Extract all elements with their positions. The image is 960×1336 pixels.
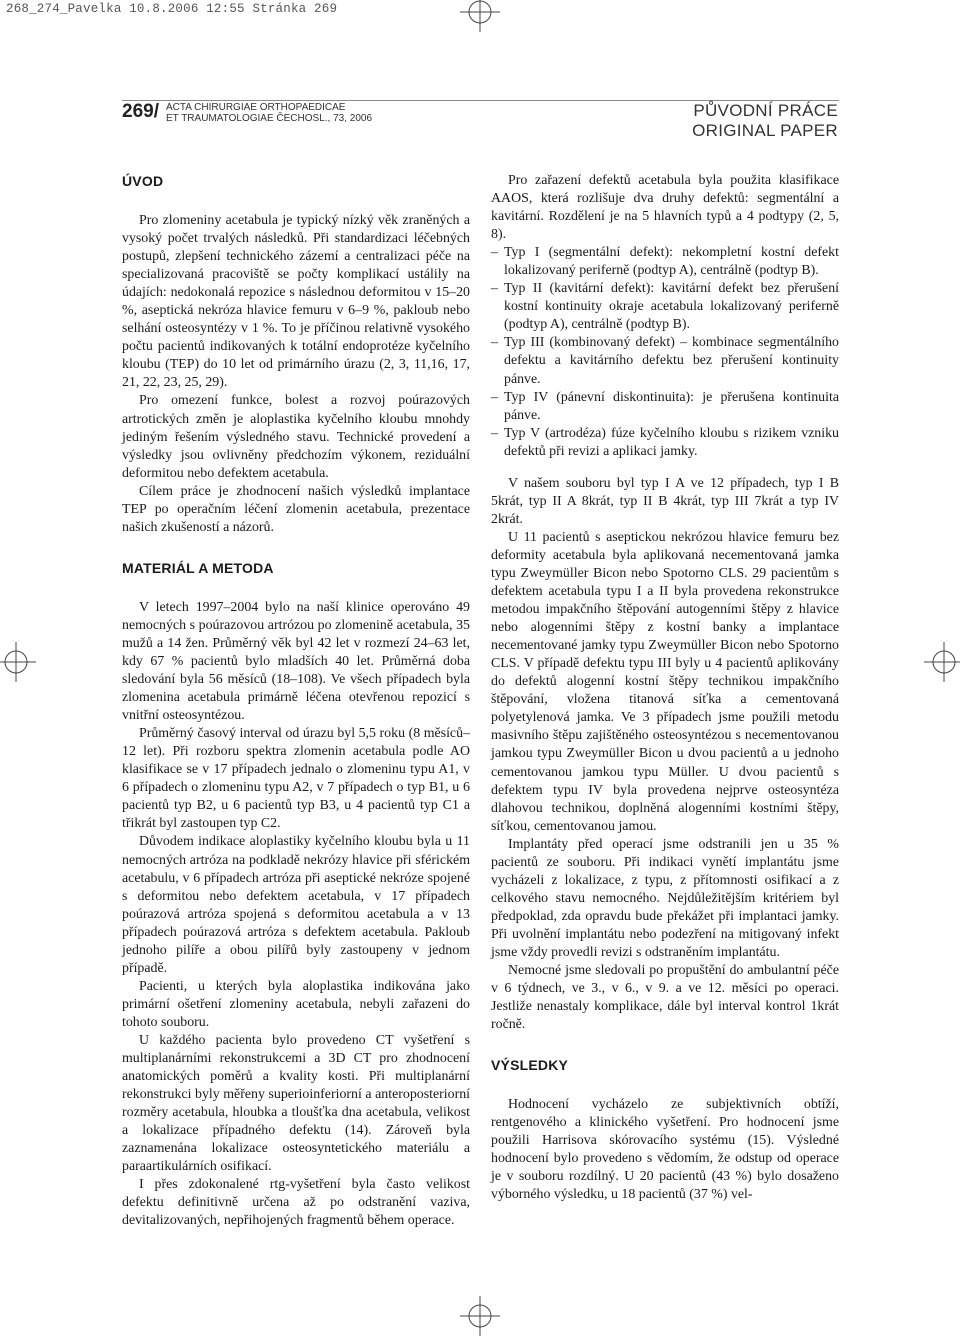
- section-heading-vysledky: VÝSLEDKY: [491, 1057, 569, 1074]
- paragraph: Pro zařazení defektů acetabula byla použita klasifikace AAOS, která rozlišuje dva druhy defektů: segmentální a kavitární. Rozdělení je na 5 hlavních typů a 4 podtypy (2, 5, 8).: [491, 173, 839, 243]
- paragraph: Důvodem indikace aloplastiky kyčelního kloubu byla u 11 nemocných artróza na podkladě nekrózy hlavice při sférickém acetabulu, v 6 případech artróza při aseptické nekróze spojené s deformitou nebo defektem acetabula, v 17 případech poúrazová artróza spojená s deformitou acetabula a v 13 případech poúrazová artróza s defektem acetabula. Pakloub jednoho pilíře a obou pilířů byly zastoupeny v jednom případě.: [122, 834, 470, 976]
- paragraph: Průměrný časový interval od úrazu byl 5,5 roku (8 měsíců–12 let). Při rozboru spektra zlomenin acetabula podle AO klasifikace se v 17 případech jednalo o zlomeninu typu A1, v 6 případech o zlomeninu typu A2, v 7 případech o typ B1, u 6 pacientů typ B2, u 6 pacientů typ B3, u 4 pacientů typ C1 a třikrát byl zastoupen typ C2.: [122, 726, 470, 832]
- journal-name-line2: ET TRAUMATOLOGIAE ČECHOSL., 73, 2006: [166, 113, 373, 124]
- registration-mark-bottom-icon: [460, 1296, 500, 1336]
- paragraph: Nemocné jsme sledovali po propuštění do ambulantní péče v 6 týdnech, ve 3., v 6., v 9. a ve 12. měsíci po operaci. Jestliže nenastaly komplikace, dále byl interval kontrol 1krát ročně.: [491, 963, 839, 1033]
- registration-mark-right-icon: [924, 642, 960, 682]
- list-item: – Typ III (kombinovaný defekt) – kombinace segmentálního defektu a kavitárního defektu bez přerušení kontinuity pánve.: [491, 335, 839, 387]
- paragraph: I přes zdokonalené rtg-vyšetření byla často velikost defektu definitivně určena až po odstranění vaziva, devitalizovaných, nepřihojených fragmentů během operace.: [122, 1177, 470, 1229]
- article-type: [692, 101, 838, 141]
- right-column: [491, 172, 839, 1204]
- article-type-czech: PŮVODNÍ PRÁCE: [693, 101, 838, 120]
- paragraph: Cílem práce je zhodnocení našich výsledků implantace TEP po operačním léčení zlomenin acetabula, prezentace našich zkušeností a názorů.: [122, 483, 470, 535]
- list-item: – Typ V (artrodéza) fúze kyčelního kloubu s rizikem vzniku defektů při revizi a aplikaci jamky.: [491, 425, 839, 459]
- page-number: 269/: [122, 101, 159, 122]
- article-type-english: ORIGINAL PAPER: [692, 121, 838, 140]
- paragraph: V našem souboru byl typ I A ve 12 případech, typ I B 5krát, typ II A 8krát, typ II B 4krát, typ III 7krát a typ IV 2krát.: [491, 475, 839, 527]
- paragraph: V letech 1997–2004 bylo na naší klinice operováno 49 nemocných s poúrazovou artrózou po zlomenině acetabula, 35 mužů a 14 žen. Průměrný věk byl 42 let v rozmezí 24–63 let, kdy 67 % pacientů bylo mladších 40 let. Průměrná doba sledování byla 56 měsíců (18–108). Ve všech případech byla zlomenina acetabula primárně léčena otevřenou repozicí s vnitřní osteosyntézou.: [122, 599, 470, 724]
- journal-name-line1: ACTA CHIRURGIAE ORTHOPAEDICAE: [166, 102, 346, 113]
- paragraph: Hodnocení vycházelo ze subjektivních obtíží, rentgenového a klinického vyšetření. Pro hodnocení jsme použili Harrisova skórovacího systému (15). Výsledné hodnocení bylo provedeno s vědomím, že odstup od operace je v souboru rozdílný. U 20 pacientů (43 %) bylo dosaženo výborného výsledku, u 18 pacientů (37 %) vel-: [491, 1097, 839, 1203]
- paragraph: Pro omezení funkce, bolest a rozvoj poúrazových artrotických změn je aloplastika kyčelního kloubu mnohdy jediným řešením výsledného stavu. Technické provedení a výsledky jsou ovlivněny předchozím výkonem, reziduální deformitou nebo defektem acetabula.: [122, 393, 470, 481]
- paragraph: U 11 pacientů s aseptickou nekrózou hlavice femuru bez deformity acetabula byla aplikovaná necementovaná jamka typu Zweymüller Bicon nebo Spotorno CLS. 29 pacientům s defektem acetabula typu I a II byla provedena rekonstrukce metodou impakčního štěpování autogenními štěpy z hlavice nebo alogenními štěpy z kostní banky a implantace necementované jamky typu Zweymüller Bicon nebo Spotorno CLS. V případě defektu typu III byly u 4 pacientů aplikovány do defektů alogenní kostní štěpy technikou impakčního štěpování, vložena titanová síťka a cementovaná polyetylenová jamka. Ve 3 případech jsme použili metodu masivního štěpu zajištěného osteosyntézou s necementovanou jamkou typu Zweymüller Bicon u dvou pacientů a u jednoho cementovanou jamkou typu Müller. U dvou pacientů s defektem typu IV byla provedena nejprve osteosyntéza dlahovou technikou, doplněná alogenními kostními štěpy, síťkou, cementovanou jamou.: [491, 529, 839, 834]
- paragraph: Pacienti, u kterých byla aloplastika indikována jako primární ošetření zlomeniny acetabula, nebyli zařazeni do tohoto souboru.: [122, 978, 470, 1030]
- section-heading-material-metoda: MATERIÁL A METODA: [122, 559, 274, 576]
- registration-mark-left-icon: [0, 642, 36, 682]
- paragraph: U každého pacienta bylo provedeno CT vyšetření s multiplanárními rekonstrukcemi a 3D CT pro zhodnocení anatomických poměrů a kvality kosti. Při multiplanární rekonstrukci byly měřeny superioinferiorní a anteroposteriorní rozměry acetabula, hloubka a tloušťka dna acetabula, velikost a lokalizace případného defektu (14). Zároveň byla zaznamenána lokalizace osteosyntetického materiálu a paraartikulárních osifikací.: [122, 1032, 470, 1175]
- journal-name: [166, 102, 372, 124]
- section-heading-uvod: ÚVOD: [122, 173, 164, 189]
- list-item: – Typ I (segmentální defekt): nekompletní kostní defekt lokalizovaný periferně (podtyp A), centrálně (podtyp B).: [491, 245, 839, 279]
- defect-type-list: [491, 244, 839, 461]
- print-slug: 268_274_Pavelka 10.8.2006 12:55 Stránka 269: [6, 2, 338, 16]
- left-column: [122, 172, 470, 1230]
- paragraph: Implantáty před operací jsme odstranili jen u 35 % pacientů ze souboru. Při indikaci vynětí implantátu jsme vycházeli z lokalizace, z typu, z přítomnosti osifikací a z celkového stavu nemocného. Nejdůležitějším kritériem byl předpoklad, zda opravdu bude překážet při implantaci jamky. Při uvolnění implantátu nebo podezření na mitigovaný infekt jsme vždy provedli revizi s odstraněním implantátu.: [491, 836, 839, 960]
- paragraph: Pro zlomeniny acetabula je typický nízký věk zraněných a vysoký počet trvalých následků. Při standardizaci léčebných postupů, zlepšení technického zázemí a centralizaci péče na specializovaná pracoviště se počty komplikací ustálily na údajích: nedokonalá repozice s následnou deformitou v 15–20 %, aseptická nekróza hlavice femuru v 6–9 %, pakloub nebo selhání osteosyntézy v 1 %. To je příčinou relativně vysokého počtu pacientů indikovaných k totální endoprotéze kyčelního kloubu (TEP) do 10 let od primárního úrazu (2, 3, 11,16, 17, 21, 22, 23, 25, 29).: [122, 213, 470, 391]
- list-item: – Typ II (kavitární defekt): kavitární defekt bez přerušení kostní kontinuity okraje acetabula lokalizovaný periferně (podtyp A), centrálně (podtyp B).: [491, 281, 839, 333]
- registration-mark-top-icon: [460, 0, 500, 32]
- list-item: – Typ IV (pánevní diskontinuita): je přerušena kontinuita pánve.: [491, 389, 839, 423]
